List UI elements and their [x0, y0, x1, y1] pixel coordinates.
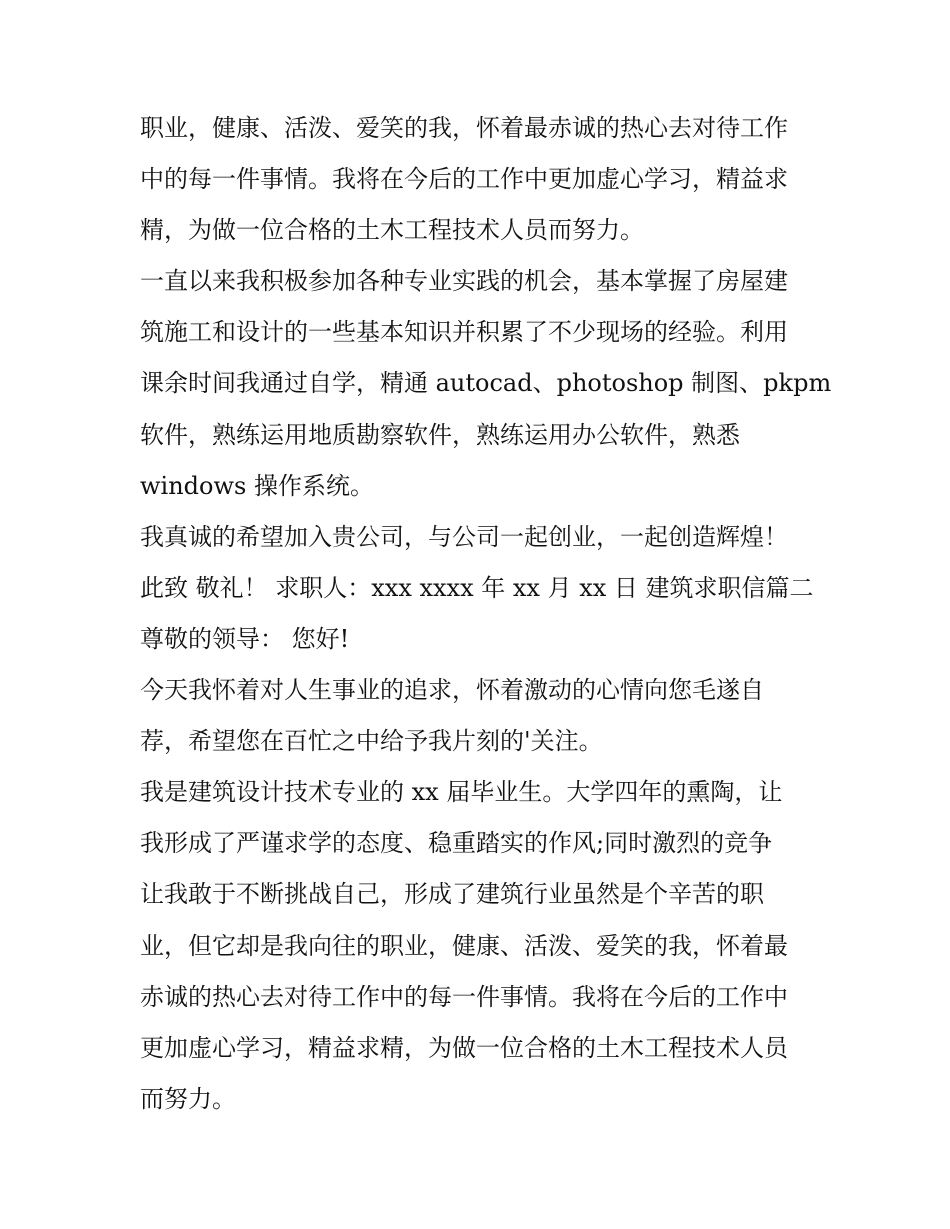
- text-line: 荐，希望您在百忙之中给予我片刻的'关注。: [140, 727, 603, 756]
- text-line: 业，但它却是我向往的职业，健康、活泼、爱笑的我，怀着最: [140, 931, 788, 960]
- text-line: 而努力。: [140, 1084, 236, 1113]
- text-line: 职业，健康、活泼、爱笑的我，怀着最赤诚的热心去对待工作: [140, 114, 788, 142]
- text-line: 中的每一件事情。我将在今后的工作中更加虚心学习，精益求: [140, 165, 788, 194]
- text-line: 今天我怀着对人生事业的追求，怀着激动的心情向您毛遂自: [140, 676, 764, 705]
- text-line: 课余时间我通过自学，精通 autocad、photoshop 制图、pkpm: [140, 369, 832, 398]
- text-line: 一直以来我积极参加各种专业实践的机会，基本掌握了房屋建: [140, 267, 788, 296]
- document-body: [140, 103, 832, 1125]
- text-line: 更加虚心学习，精益求精，为做一位合格的土木工程技术人员: [140, 1033, 788, 1062]
- text-line: 我是建筑设计技术专业的 xx 届毕业生。大学四年的熏陶，让: [140, 778, 783, 807]
- text-line: 赤诚的热心去对待工作中的每一件事情。我将在今后的工作中: [140, 982, 788, 1011]
- text-line: 我真诚的希望加入贵公司，与公司一起创业，一起创造辉煌！: [140, 522, 788, 551]
- text-line: 此致 敬礼！ 求职人：xxx xxxx 年 xx 月 xx 日 建筑求职信篇二: [140, 573, 814, 602]
- text-line: 精，为做一位合格的土木工程技术人员而努力。: [140, 216, 644, 245]
- text-line: 筑施工和设计的一些基本知识并积累了不少现场的经验。利用: [140, 318, 788, 347]
- text-line: 尊敬的领导： 您好!: [140, 624, 350, 653]
- text-line: 软件，熟练运用地质勘察软件，熟练运用办公软件，熟悉: [140, 420, 740, 449]
- text-line: 让我敢于不断挑战自己，形成了建筑行业虽然是个辛苦的职: [140, 880, 764, 909]
- text-line: windows 操作系统。: [140, 471, 374, 500]
- text-line: 我形成了严谨求学的态度、稳重踏实的作风;同时激烈的竞争: [140, 829, 773, 858]
